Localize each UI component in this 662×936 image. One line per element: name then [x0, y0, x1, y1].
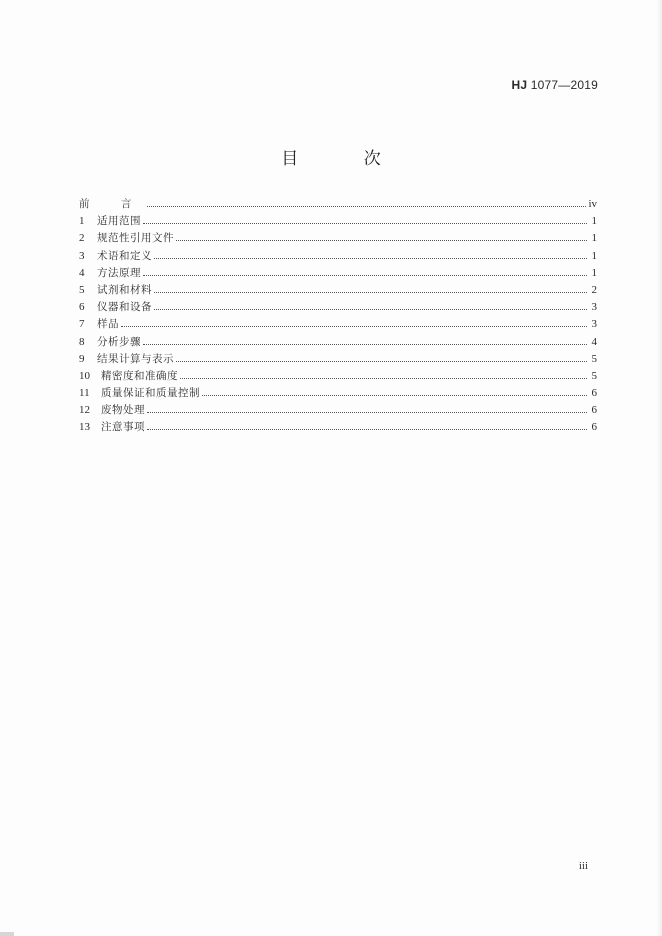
- toc-entry-page: 5: [591, 352, 597, 365]
- toc-dot-leader: [143, 274, 587, 276]
- toc-entry-label: 废物处理: [101, 404, 145, 417]
- toc-entry-page: 1: [591, 266, 597, 279]
- scan-corner-mark: [0, 932, 14, 936]
- toc-entry-label: 试剂和材料: [97, 283, 152, 296]
- toc-entry-number: 2: [79, 232, 85, 245]
- toc-entry-number: 6: [79, 301, 85, 314]
- toc-entry-label: 结果计算与表示: [97, 352, 174, 365]
- toc-entry[interactable]: [79, 196, 597, 213]
- toc-entry[interactable]: [79, 368, 597, 385]
- toc-entry[interactable]: [79, 351, 597, 368]
- toc-entry-label: 精密度和准确度: [101, 369, 178, 382]
- toc-entry-label: 样品: [97, 318, 119, 331]
- standard-code: [512, 78, 599, 92]
- toc-entry-number: 3: [79, 249, 85, 262]
- toc-entry-page: 3: [591, 301, 597, 314]
- toc-entry-number: 1: [79, 215, 85, 228]
- toc-entry-page: 1: [591, 232, 597, 245]
- toc-dot-leader: [202, 394, 587, 396]
- standard-code-number: 1077—2019: [530, 78, 598, 92]
- toc-entry-label: 质量保证和质量控制: [101, 387, 200, 400]
- toc-entry-page: 2: [591, 283, 597, 296]
- toc-entry-page: 6: [591, 387, 597, 400]
- toc-dot-leader: [143, 343, 587, 345]
- toc-entry-number: 4: [79, 266, 85, 279]
- toc-entry-label: 适用范围: [97, 215, 141, 228]
- toc-entry-number: 5: [79, 283, 85, 296]
- toc-dot-leader: [121, 325, 587, 327]
- toc-dot-leader: [147, 205, 586, 207]
- page-number: iii: [578, 860, 588, 872]
- toc-entry[interactable]: [79, 334, 597, 351]
- toc-entry-label: 分析步骤: [97, 335, 141, 348]
- toc-entry-page: 3: [591, 318, 597, 331]
- toc-title: 目 次: [281, 149, 411, 169]
- toc-entry-number: 11: [79, 387, 90, 400]
- toc-entry[interactable]: [79, 385, 597, 402]
- toc-entry-number: 10: [79, 369, 90, 382]
- toc-dot-leader: [147, 428, 587, 430]
- toc-entry-page: 1: [591, 215, 597, 228]
- toc-dot-leader: [154, 257, 587, 259]
- toc-entry[interactable]: [79, 316, 597, 333]
- toc-dot-leader: [147, 411, 587, 413]
- toc-entry-page: iv: [588, 198, 597, 210]
- toc-entry[interactable]: [79, 282, 597, 299]
- toc-entry-number: 12: [79, 404, 90, 417]
- toc-entry-number: 8: [79, 335, 85, 348]
- toc-entry-page: 4: [591, 335, 597, 348]
- toc-entry-page: 5: [591, 369, 597, 382]
- toc-entry[interactable]: [79, 402, 597, 419]
- toc-dot-leader: [143, 222, 587, 224]
- toc-entry[interactable]: [79, 248, 597, 265]
- toc-dot-leader: [180, 377, 587, 379]
- toc-entry-label: 仪器和设备: [97, 301, 152, 314]
- toc-entry-number: 9: [79, 352, 85, 365]
- toc-entry[interactable]: [79, 213, 597, 230]
- toc-entry-number: 7: [79, 318, 85, 331]
- toc-entry-page: 6: [591, 404, 597, 417]
- toc-entry[interactable]: [79, 265, 597, 282]
- toc-entry[interactable]: [79, 419, 597, 436]
- toc-entry-label: 规范性引用文件: [97, 232, 174, 245]
- toc-entry-number: 13: [79, 421, 90, 434]
- toc-entry[interactable]: [79, 230, 597, 247]
- toc-entry-page: 6: [591, 421, 597, 434]
- toc-entry-page: 1: [591, 249, 597, 262]
- page-edge-shadow: [656, 0, 662, 936]
- toc-dot-leader: [176, 360, 587, 362]
- toc-entry[interactable]: [79, 299, 597, 316]
- toc-entry-label: 前 言: [79, 198, 146, 210]
- toc-dot-leader: [154, 308, 587, 310]
- toc-entry-label: 方法原理: [97, 266, 141, 279]
- toc-dot-leader: [176, 239, 587, 241]
- table-of-contents: [79, 196, 597, 437]
- toc-dot-leader: [154, 291, 587, 293]
- toc-entry-label: 注意事项: [101, 421, 145, 434]
- toc-entry-label: 术语和定义: [97, 249, 152, 262]
- standard-code-prefix: HJ: [511, 78, 528, 92]
